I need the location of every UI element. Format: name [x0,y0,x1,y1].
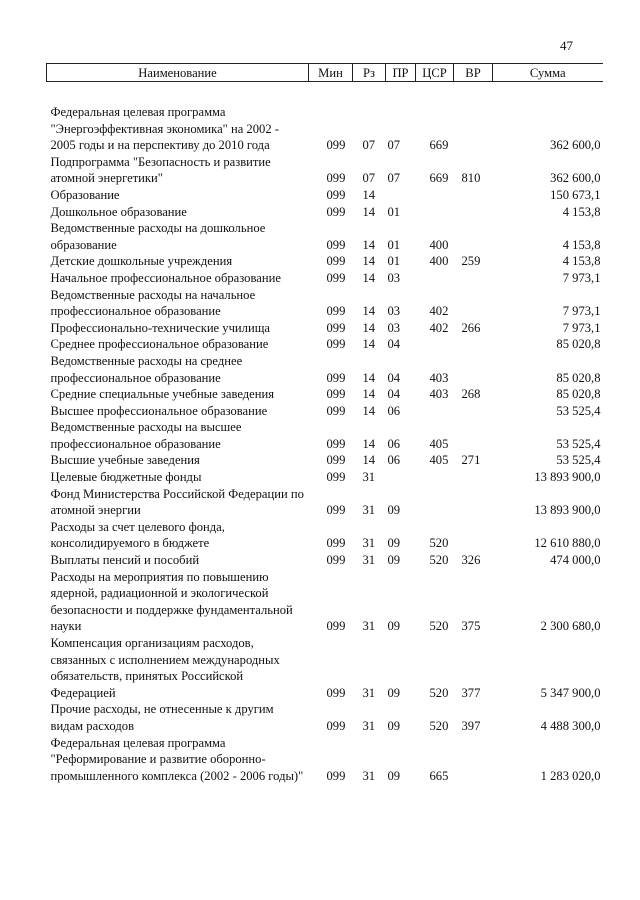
row-vr-code: 271 [461,453,481,468]
row-pr-code: 07 [387,138,401,153]
row-vr-code [454,469,493,486]
row-pr-code: 04 [387,337,401,352]
row-csr-code: 520 [429,536,449,551]
row-sum: 85 020,8 [556,387,601,402]
row-min-code: 099 [326,718,346,733]
row-pr-code: 09 [387,503,401,518]
header-rz: Рз [353,64,386,82]
row-rz-code: 14 [362,370,376,385]
row-min-code: 099 [326,254,346,269]
row-pr-code: 03 [387,270,401,285]
row-csr-code: 402 [429,320,449,335]
table-row [47,386,603,403]
row-vr-code: 810 [461,171,481,186]
row-min-code: 099 [326,138,346,153]
row-csr-code [416,486,454,519]
row-csr-code: 405 [429,436,449,451]
row-sum: 53 525,4 [556,436,601,451]
row-name: Начальное профессиональное образование [50,270,281,285]
row-pr-code: 01 [387,204,401,219]
table-spacer-row [47,82,603,105]
row-name: Расходы за счет целевого фонда, консолидируемого в бюджете [50,519,225,551]
row-sum: 85 020,8 [556,370,601,385]
row-rz-code: 14 [362,270,376,285]
row-name: Высшие учебные заведения [50,453,200,468]
row-rz-code: 31 [362,536,376,551]
table-header-row [47,64,603,82]
row-min-code: 099 [326,337,346,352]
row-csr-code [416,403,454,420]
row-min-code: 099 [326,453,346,468]
row-csr-code: 669 [429,138,449,153]
table-row [47,253,603,270]
row-min-code: 099 [326,204,346,219]
row-csr-code: 520 [429,553,449,568]
table-row [47,486,603,519]
row-sum: 4 153,8 [562,204,601,219]
row-pr-code: 06 [387,436,401,451]
row-csr-code: 520 [429,718,449,733]
row-csr-code [416,187,454,204]
row-sum: 85 020,8 [556,337,601,352]
table-row [47,287,603,320]
row-name: Ведомственные расходы на высшее профессиональное образование [50,420,242,451]
row-rz-code: 07 [362,171,376,186]
row-vr-code [454,287,493,320]
row-rz-code: 14 [362,254,376,269]
table-row [47,469,603,486]
row-sum: 150 673,1 [550,187,601,202]
header-pr: ПР [386,64,416,82]
row-pr-code: 01 [387,254,401,269]
row-rz-code: 31 [362,768,376,783]
row-sum: 362 600,0 [550,171,601,186]
table-row [47,104,603,154]
row-vr-code: 259 [461,254,481,269]
row-rz-code: 07 [362,138,376,153]
row-pr-code: 01 [387,237,401,252]
row-csr-code: 520 [429,685,449,700]
row-name: Дошкольное образование [50,204,187,219]
row-name: Подпрограмма "Безопасность и развитие атомной энергетики" [50,154,271,186]
table-body [47,82,603,785]
row-min-code: 099 [326,370,346,385]
row-vr-code: 266 [461,320,481,335]
row-sum: 2 300 680,0 [540,619,601,634]
row-rz-code: 31 [362,718,376,733]
table-row [47,204,603,221]
row-name: Ведомственные расходы на среднее профессиональное образование [50,353,243,385]
row-min-code: 099 [326,503,346,518]
row-min-code: 099 [326,470,346,485]
row-csr-code: 403 [429,387,449,402]
row-pr-code: 09 [387,553,401,568]
row-sum: 362 600,0 [550,138,601,153]
row-min-code: 099 [326,768,346,783]
row-csr-code: 520 [429,619,449,634]
row-name: Средние специальные учебные заведения [50,387,275,402]
table-row [47,569,603,635]
row-sum: 13 893 900,0 [534,503,601,518]
row-min-code: 099 [326,171,346,186]
row-sum: 4 153,8 [562,254,601,269]
row-sum: 474 000,0 [550,553,601,568]
row-vr-code: 375 [461,619,481,634]
row-name: Выплаты пенсий и пособий [50,553,200,568]
row-csr-code: 665 [429,768,449,783]
table-row [47,552,603,569]
row-pr-code: 09 [387,619,401,634]
row-rz-code: 14 [362,403,376,418]
row-sum: 4 488 300,0 [540,718,601,733]
row-csr-code [416,469,454,486]
row-sum: 4 153,8 [562,237,601,252]
row-rz-code: 14 [362,436,376,451]
row-rz-code: 14 [362,237,376,252]
table-row [47,320,603,337]
row-sum: 7 973,1 [562,270,601,285]
row-min-code: 099 [326,304,346,319]
row-name: Прочие расходы, не отнесенные к другим видам расходов [50,702,274,733]
row-rz-code: 14 [362,320,376,335]
row-pr-code [386,469,416,486]
row-rz-code: 14 [362,453,376,468]
row-min-code: 099 [326,536,346,551]
row-vr-code [454,519,493,552]
row-rz-code: 31 [362,619,376,634]
row-pr-code: 04 [387,387,401,402]
row-min-code: 099 [326,320,346,335]
budget-table-container [46,63,602,784]
row-csr-code: 400 [429,254,449,269]
row-pr-code: 06 [387,453,401,468]
table-row [47,519,603,552]
table-row [47,419,603,452]
row-csr-code [416,270,454,287]
row-pr-code: 03 [387,304,401,319]
table-row [47,336,603,353]
row-sum: 1 283 020,0 [540,768,601,783]
row-sum: 12 610 880,0 [534,536,601,551]
table-row [47,270,603,287]
row-vr-code [454,104,493,154]
row-vr-code: 377 [461,685,481,700]
row-sum: 7 973,1 [562,320,601,335]
row-name: Фонд Министерства Российской Федерации по атомной энергии [50,486,304,518]
row-pr-code: 09 [387,685,401,700]
row-vr-code [454,735,493,785]
header-vr: ВР [454,64,493,82]
table-row [47,735,603,785]
row-min-code: 099 [326,187,346,202]
row-pr-code: 04 [387,370,401,385]
row-min-code: 099 [326,685,346,700]
row-vr-code [454,204,493,221]
row-name: Ведомственные расходы на начальное профессиональное образование [50,287,256,319]
row-csr-code [416,204,454,221]
row-rz-code: 14 [362,337,376,352]
row-pr-code: 03 [387,320,401,335]
row-csr-code [416,336,454,353]
row-vr-code: 326 [461,553,481,568]
budget-table [46,63,603,784]
row-vr-code [454,419,493,452]
row-csr-code: 402 [429,304,449,319]
row-vr-code [454,336,493,353]
row-min-code: 099 [326,553,346,568]
row-rz-code: 31 [362,470,376,485]
page-number: 47 [560,38,573,53]
row-vr-code [454,403,493,420]
row-csr-code: 669 [429,171,449,186]
row-rz-code: 31 [362,553,376,568]
row-sum: 5 347 900,0 [540,685,601,700]
row-rz-code: 14 [362,304,376,319]
header-sum: Сумма [493,64,603,82]
table-row [47,701,603,734]
row-pr-code: 06 [387,403,401,418]
row-pr-code [386,187,416,204]
row-vr-code: 268 [461,387,481,402]
row-name: Федеральная целевая программа "Реформирование и развитие оборонно-промышленного комплекса (2002 - 2006 годы)" [50,735,304,783]
row-min-code: 099 [326,270,346,285]
row-name: Среднее профессиональное образование [50,337,269,352]
row-name: Детские дошкольные учреждения [50,254,233,269]
row-pr-code: 09 [387,768,401,783]
row-min-code: 099 [326,387,346,402]
row-name: Целевые бюджетные фонды [50,470,202,485]
table-row [47,353,603,386]
row-rz-code: 14 [362,204,376,219]
table-row [47,635,603,701]
row-pr-code: 09 [387,718,401,733]
table-row [47,154,603,187]
row-sum: 53 525,4 [556,453,601,468]
row-name: Федеральная целевая программа "Энергоэффективная экономика" на 2002 - 2005 годы и на перспективу до 2010 года [50,105,279,153]
table-row [47,452,603,469]
header-csr: ЦСР [416,64,454,82]
row-min-code: 099 [326,619,346,634]
row-vr-code [454,187,493,204]
row-name: Компенсация организациям расходов, связанных с исполнением международных обязательств, принятых Российской Федерацией [50,636,280,700]
row-pr-code: 07 [387,171,401,186]
row-csr-code: 400 [429,237,449,252]
row-vr-code [454,220,493,253]
header-name: Наименование [47,64,309,82]
row-vr-code [454,486,493,519]
row-name: Профессионально-технические училища [50,320,270,335]
row-vr-code [454,353,493,386]
row-sum: 53 525,4 [556,403,601,418]
row-rz-code: 14 [362,387,376,402]
row-name: Ведомственные расходы на дошкольное образование [50,221,266,252]
row-vr-code: 397 [461,718,481,733]
row-rz-code: 14 [362,187,376,202]
row-min-code: 099 [326,237,346,252]
row-csr-code: 405 [429,453,449,468]
row-sum: 7 973,1 [562,304,601,319]
row-name: Высшее профессиональное образование [50,403,268,418]
table-row [47,187,603,204]
header-min: Мин [309,64,353,82]
table-row [47,403,603,420]
row-min-code: 099 [326,403,346,418]
row-name: Расходы на мероприятия по повышению ядерной, радиационной и экологической безопасности и поддержке фундаментальной науки [50,569,293,634]
row-vr-code [454,270,493,287]
row-pr-code: 09 [387,536,401,551]
row-name: Образование [50,187,120,202]
row-rz-code: 31 [362,503,376,518]
table-row [47,220,603,253]
row-rz-code: 31 [362,685,376,700]
row-csr-code: 403 [429,370,449,385]
row-sum: 13 893 900,0 [534,470,601,485]
row-min-code: 099 [326,436,346,451]
